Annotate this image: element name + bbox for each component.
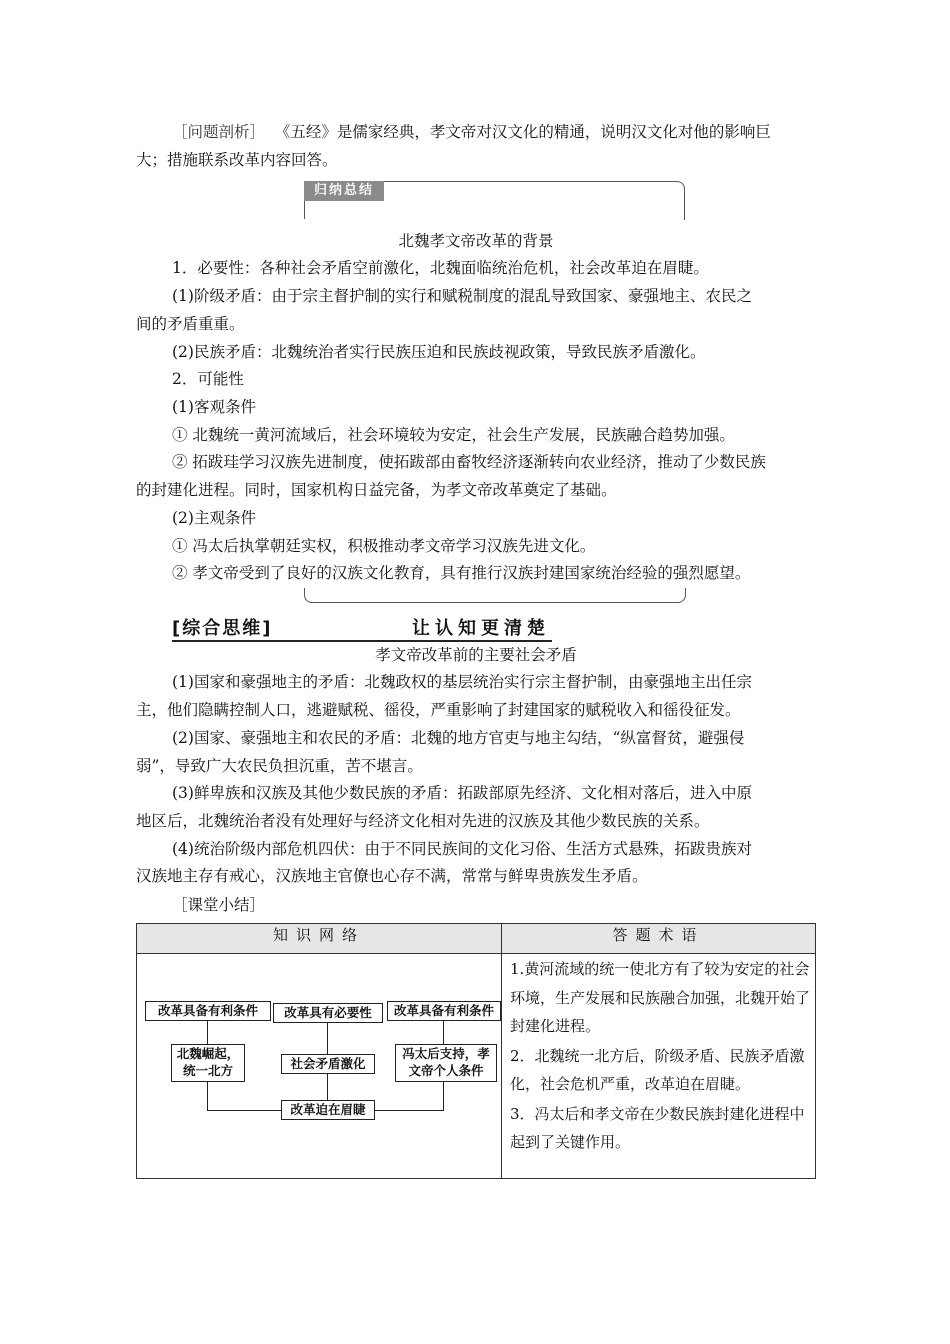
synthesis-line: 弱”，导致广大农民负担沉重，苦不堪言。 <box>136 757 423 775</box>
summary-line: ① 冯太后执掌朝廷实权，积极推动孝文帝学习汉族先进文化。 <box>172 537 596 555</box>
synthesis-line: (2)国家、豪强地主和农民的矛盾：北魏的地方官吏与地主勾结，“纵富督贫，避强侵 <box>172 729 745 747</box>
summary-line: 间的矛盾重重。 <box>136 315 245 333</box>
synthesis-line: 地区后，北魏统治者没有处理好与经济文化相对先进的汉族及其他少数民族的关系。 <box>136 812 710 830</box>
node-reform-urgent: 改革迫在眉睫 <box>281 1100 375 1120</box>
node-social-conflict: 社会矛盾激化 <box>281 1054 375 1074</box>
summary-badge: 归纳总结 <box>304 181 384 201</box>
line-bottom-left <box>207 1110 281 1111</box>
knowledge-network-diagram <box>137 954 501 1178</box>
synthesis-title: 孝文帝改革前的主要社会矛盾 <box>375 646 577 664</box>
node-northern-wei-rise: 北魏崛起， 统一北方 <box>171 1044 245 1082</box>
synthesis-label: [综合思维] <box>172 618 273 639</box>
class-summary-label: ［课堂小结］ <box>172 896 266 914</box>
analysis-tag: ［问题剖析］ <box>172 123 266 141</box>
arrow-bottom-up <box>327 1073 328 1100</box>
line-right-down <box>443 1081 444 1110</box>
node-empress-feng-support: 冯太后支持，孝 文帝个人条件 <box>395 1044 497 1082</box>
class-summary-table <box>136 923 816 1179</box>
node-favorable-conditions-left: 改革具备有利条件 <box>145 1001 271 1021</box>
analysis-text-1: 《五经》是儒家经典，孝文帝对汉文化的精通，说明汉文化对他的影响巨 <box>274 123 771 141</box>
node-favorable-conditions-right: 改革具备有利条件 <box>387 1001 501 1021</box>
synthesis-line: 主，他们隐瞒控制人口，逃避赋税、徭役，严重影响了封建国家的赋税收入和徭役征发。 <box>136 701 741 719</box>
col-answer-terms: 答题术语 <box>502 924 816 954</box>
answer-term-3: 3．冯太后和孝文帝在少数民族封建化进程中起到了关键作用。 <box>510 1104 805 1151</box>
summary-line: 1．必要性：各种社会矛盾空前激化，北魏面临统治危机，社会改革迫在眉睫。 <box>172 259 709 277</box>
synthesis-heading <box>172 614 552 642</box>
line-left-down <box>207 1081 208 1110</box>
arrow-left-up <box>207 1020 208 1044</box>
synthesis-line: (3)鲜卑族和汉族及其他少数民族的矛盾：拓跋部原先经济、文化相对落后，进入中原 <box>172 784 752 802</box>
answer-term-2: 2．北魏统一北方后，阶级矛盾、民族矛盾激化，社会危机严重，改革迫在眉睫。 <box>510 1046 805 1093</box>
summary-line: ② 孝文帝受到了良好的汉族文化教育，具有推行汉族封建国家统治经验的强烈愿望。 <box>172 564 751 582</box>
node-necessity: 改革具有必要性 <box>273 1003 383 1023</box>
synthesis-line: (1)国家和豪强地主的矛盾：北魏政权的基层统治实行宗主督护制，由豪强地主出任宗 <box>172 673 752 691</box>
summary-title: 北魏孝文帝改革的背景 <box>398 232 554 250</box>
summary-line: ② 拓跋珪学习汉族先进制度，使拓跋部由畜牧经济逐渐转向农业经济，推动了少数民族 <box>172 453 766 471</box>
answer-term-1: 1.黄河流域的统一使北方有了较为安定的社会环境，生产发展和民族融合加强，北魏开始了封建化进程。 <box>510 960 811 1035</box>
arrow-mid-up <box>327 1022 328 1054</box>
summary-box-frame-bottom <box>304 588 686 603</box>
analysis-line-1 <box>136 118 816 146</box>
summary-line: (2)主观条件 <box>172 509 256 527</box>
summary-line: 的封建化进程。同时，国家机构日益完备，为孝文帝改革奠定了基础。 <box>136 481 617 499</box>
line-bottom-right <box>374 1110 444 1111</box>
summary-line: (1)阶级矛盾：由于宗主督护制的实行和赋税制度的混乱导致国家、豪强地主、农民之 <box>172 287 752 305</box>
synthesis-slogan: 让认知更清楚 <box>412 618 550 639</box>
analysis-text-2: 大；措施联系改革内容回答。 <box>136 151 338 169</box>
synthesis-line: (4)统治阶级内部危机四伏：由于不同民族间的文化习俗、生活方式悬殊，拓跋贵族对 <box>172 840 752 858</box>
arrow-right-up <box>443 1020 444 1044</box>
summary-line: (1)客观条件 <box>172 398 256 416</box>
col-knowledge-network: 知识网络 <box>137 924 502 954</box>
summary-line: 2．可能性 <box>172 370 244 388</box>
answer-terms-cell <box>502 954 816 1179</box>
synthesis-line: 汉族地主存有戒心，汉族地主官僚也心存不满，常常与鲜卑贵族发生矛盾。 <box>136 867 648 885</box>
knowledge-network-cell <box>137 954 502 1179</box>
summary-line: (2)民族矛盾：北魏统治者实行民族压迫和民族歧视政策，导致民族矛盾激化。 <box>172 343 706 361</box>
summary-line: ① 北魏统一黄河流域后，社会环境较为安定，社会生产发展，民族融合趋势加强。 <box>172 426 735 444</box>
